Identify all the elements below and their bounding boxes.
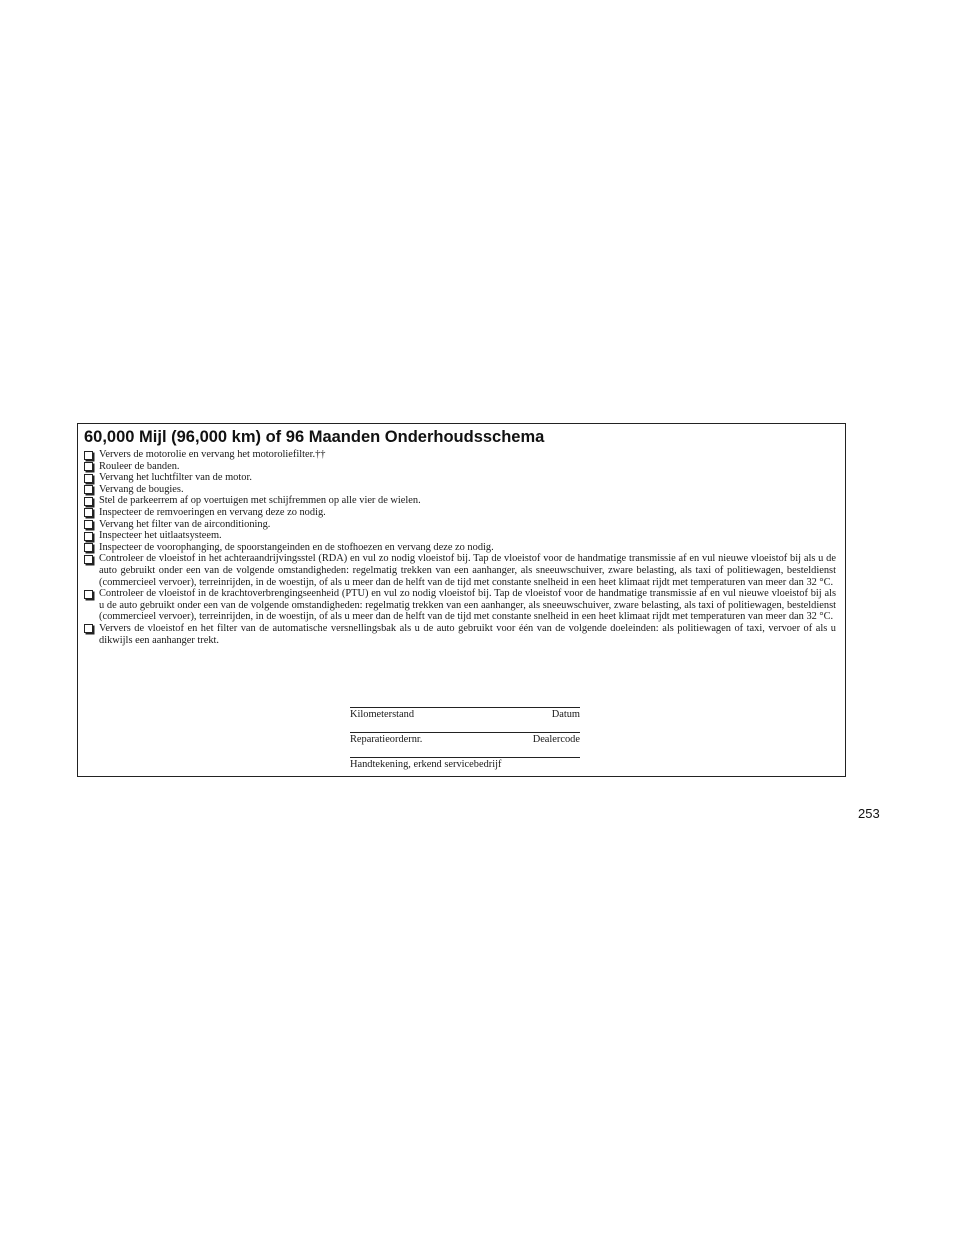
task-text: Vervang de bougies. — [99, 483, 184, 495]
checkbox-icon[interactable] — [84, 543, 93, 552]
task-item — [84, 542, 836, 554]
task-item — [84, 530, 836, 542]
task-text: Rouleer de banden. — [99, 460, 180, 472]
task-text: Inspecteer de voorophanging, de spoorstangeinden en de stofhoezen en vervang deze zo nodig. — [99, 541, 494, 553]
task-item — [84, 495, 836, 507]
checkbox-icon[interactable] — [84, 474, 93, 483]
task-text: Ververs de motorolie en vervang het motoroliefilter.†† — [99, 449, 326, 460]
task-item — [84, 588, 836, 623]
task-text: Controleer de vloeistof in de krachtoverbrengingseenheid (PTU) en vul zo nodig vloeistof bij. Tap de vloeistof voor de handmatige transmissie af en vul nieuwe vloeistof bij als u de auto gebruikt onder een van de volgende omstandigheden: regelmatig trekken van een aanhanger, als sneeuwschuiver, zware belasting, als taxi of politiewagen, besteldienst (commercieel vervoer), terreinrijden, in de woestijn, of als u meer dan de helft van de tijd met constante snelheid in een heet klimaat rijdt met temperaturen van meer dan 32 °C. — [99, 588, 836, 623]
task-text: Vervang het luchtfilter van de motor. — [99, 472, 252, 484]
task-text: Controleer de vloeistof in het achteraandrijvingsstel (RDA) en vul zo nodig vloeistof bij. Tap de vloeistof voor de handmatige transmissie af en vul nieuwe vloeistof bij als u de auto gebruikt onder een van de volgende omstandigheden: regelmatig trekken van een aanhanger, als sneeuwschuiver, zware belasting, als taxi of politiewagen, besteldienst (commercieel vervoer), terreinrijden, in de woestijn, of als u meer dan de helft van de tijd met constante snelheid in een heet klimaat rijdt met temperaturen van meer dan 32 °C. — [99, 553, 836, 588]
task-item — [84, 472, 836, 484]
signature-block — [350, 707, 580, 782]
signature-field[interactable] — [350, 757, 580, 782]
checkbox-icon[interactable] — [84, 485, 93, 494]
task-text: Vervang het filter van de airconditioning. — [99, 518, 271, 530]
checkbox-icon[interactable] — [84, 520, 93, 529]
schedule-title: 60,000 Mijl (96,000 km) of 96 Maanden Onderhoudsschema — [84, 428, 545, 446]
checkbox-icon[interactable] — [84, 532, 93, 541]
checkbox-icon[interactable] — [84, 624, 93, 633]
checkbox-icon[interactable] — [84, 590, 93, 599]
mileage-label: Kilometerstand — [350, 709, 415, 720]
checkbox-icon[interactable] — [84, 508, 93, 517]
task-item — [84, 449, 836, 461]
checkbox-icon[interactable] — [84, 555, 93, 564]
mileage-date-field[interactable] — [350, 707, 580, 732]
task-item — [84, 519, 836, 531]
task-item — [84, 553, 836, 588]
date-label: Datum — [551, 709, 580, 720]
task-text: Inspecteer het uitlaatsysteem. — [99, 530, 222, 542]
task-item — [84, 461, 836, 473]
repair-order-dealer-field[interactable] — [350, 732, 580, 757]
maintenance-schedule-box — [77, 423, 846, 777]
task-text: Ververs de vloeistof en het filter van de automatische versnellingsbak als u de auto gebruikt voor één van de volgende doeleinden: als politiewagen of taxi, vervoer of als u dikwijls een aanhanger trekt. — [99, 622, 836, 646]
dealer-code-label: Dealercode — [532, 734, 580, 745]
checkbox-icon[interactable] — [84, 497, 93, 506]
task-checklist — [84, 449, 836, 646]
checkbox-icon[interactable] — [84, 451, 93, 460]
repair-order-label: Reparatieordernr. — [350, 734, 423, 745]
task-text: Inspecteer de remvoeringen en vervang deze zo nodig. — [99, 506, 326, 518]
task-item — [84, 623, 836, 646]
task-text: Stel de parkeerrem af op voertuigen met schijfremmen op alle vier de wielen. — [99, 495, 421, 507]
task-item — [84, 484, 836, 496]
signature-label: Handtekening, erkend servicebedrijf — [350, 759, 502, 770]
task-item — [84, 507, 836, 519]
checkbox-icon[interactable] — [84, 462, 93, 471]
page-number: 253 — [858, 806, 880, 821]
